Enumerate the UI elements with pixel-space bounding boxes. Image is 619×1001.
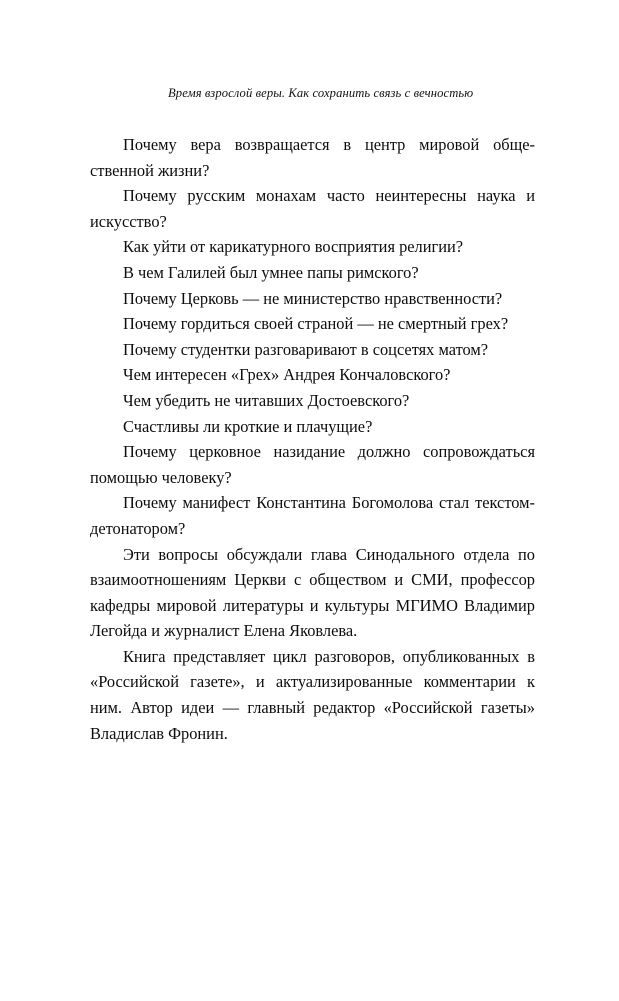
paragraph: В чем Галилей был умнее папы римского? (123, 262, 419, 282)
paragraph: Как уйти от карикатурного восприятия религии? (123, 237, 464, 257)
paragraph: Почему русским монахам часто неинтересны наука и искусство? (90, 186, 535, 231)
paragraph: Почему церковное назидание должно сопровождаться помощью человеку? (90, 442, 535, 487)
paragraph: Чем убедить не читавших Достоевского? (123, 390, 410, 410)
paragraph: Книга представляет цикл разговоров, опубликованных в «Российской газете», и актуализированные комментарии к ним. Автор идеи — главный редактор «Российской газеты» Владислав Фронин. (90, 646, 535, 743)
paragraph: Почему гордиться своей страной — не смертный грех? (123, 314, 509, 334)
paragraph: Чем интересен «Грех» Андрея Кончаловского? (123, 365, 451, 385)
body-text (90, 132, 535, 746)
paragraph: Почему студентки разговаривают в соцсетях матом? (123, 339, 489, 359)
paragraph: Почему манифест Константина Богомолова стал текстом-детонатором? (90, 493, 535, 538)
paragraph: Почему вера возвращается в центр мировой общественной жизни? (90, 135, 535, 180)
paragraph: Почему Церковь — не министерство нравственности? (123, 288, 503, 308)
paragraph: Эти вопросы обсуждали глава Синодального отдела по взаимоотношениям Церкви с обществом и СМИ, профессор кафедры мировой литературы и культуры МГИМО Владимир Легойда и журналист Елена Яковлева. (90, 544, 535, 641)
running-head: Время взрослой веры. Как сохранить связь с вечностью (168, 86, 474, 100)
paragraph: Счастливы ли кроткие и плачущие? (123, 416, 373, 436)
